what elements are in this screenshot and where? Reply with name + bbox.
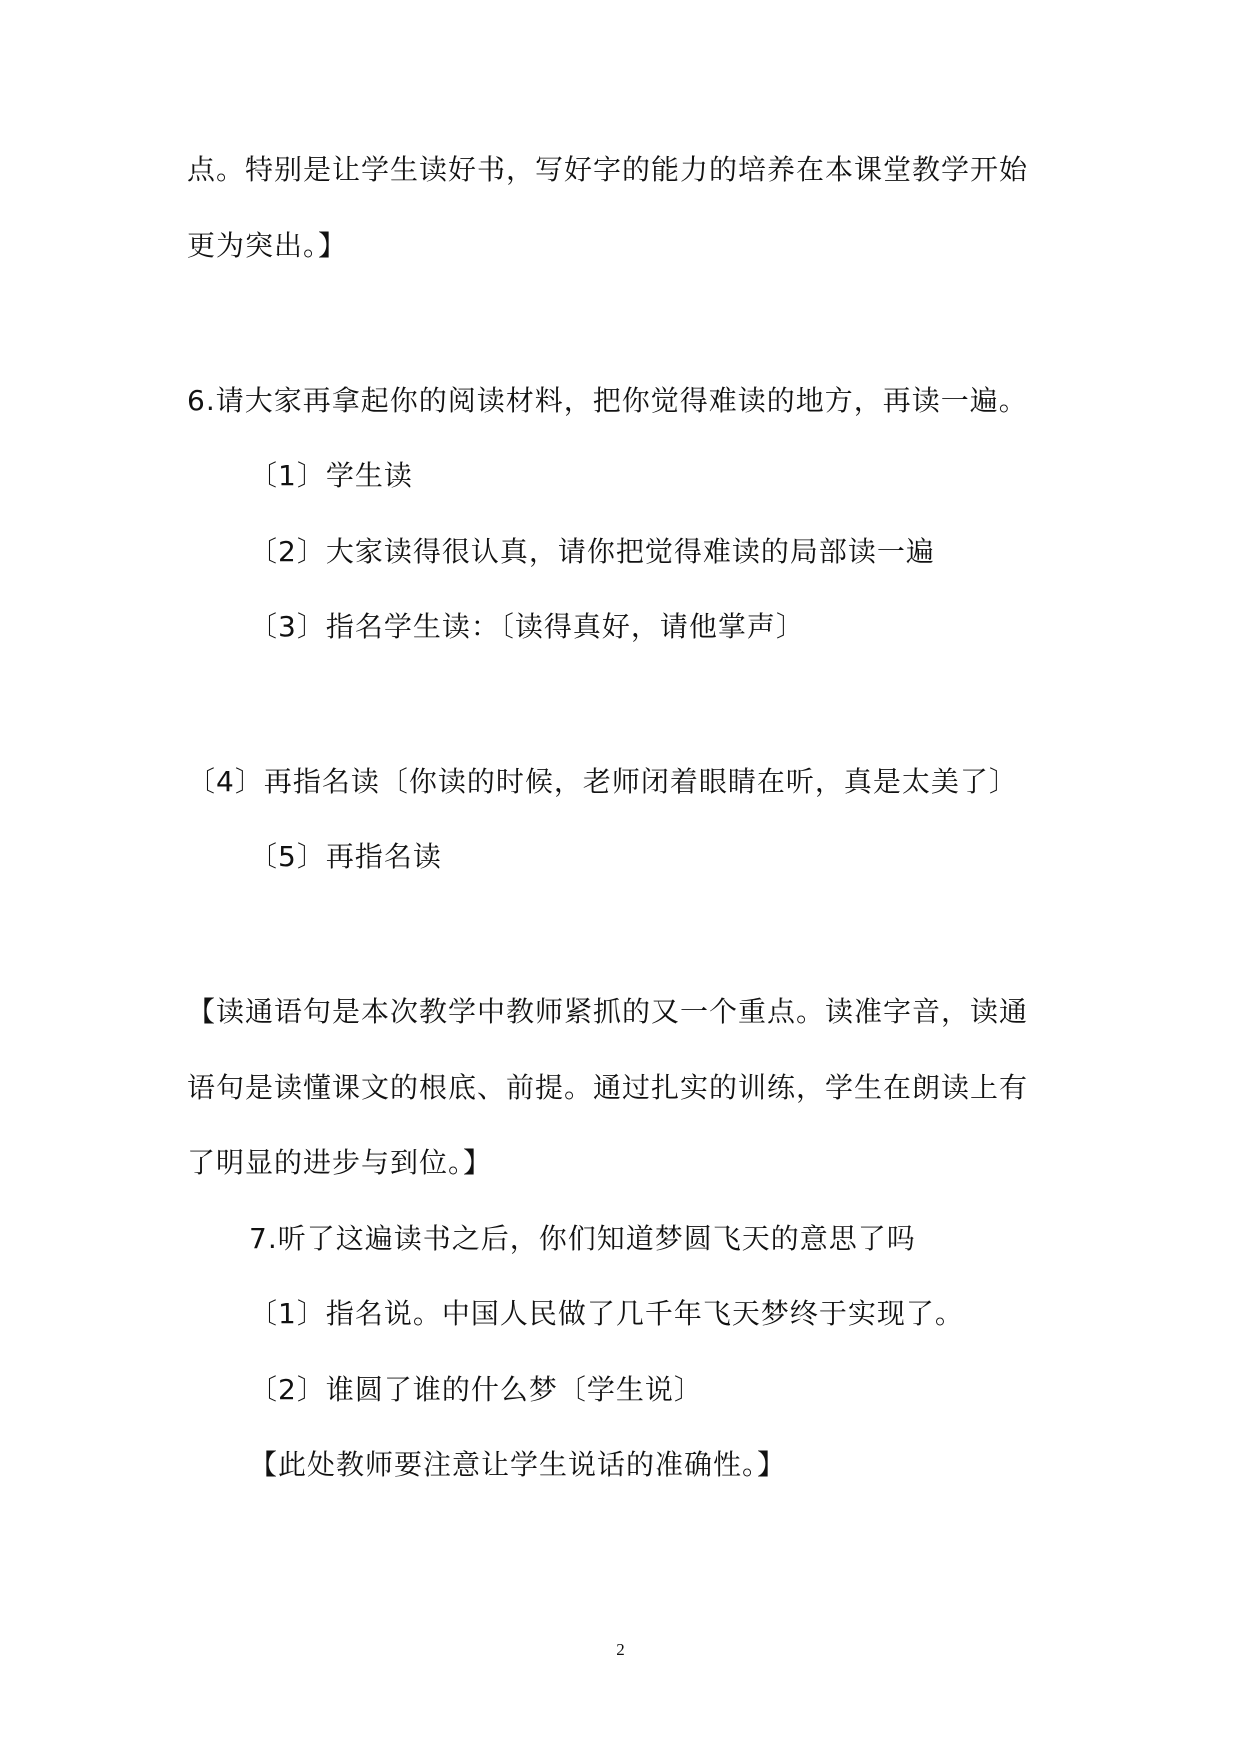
page-number: 2: [616, 1640, 625, 1659]
list-item: 〔3〕指名学生读：〔读得真好，请他掌声〕: [249, 610, 805, 643]
paragraph-line: 更为突出。】: [187, 229, 348, 262]
paragraph-line: 了明显的进步与到位。】: [187, 1146, 493, 1179]
paragraph-line: 点。特别是让学生读好书，写好字的能力的培养在本课堂教学开始: [187, 153, 1029, 186]
list-item: 〔5〕再指名读: [249, 840, 442, 873]
paragraph-line: 语句是读懂课文的根底、前提。通过扎实的训练，学生在朗读上有: [187, 1071, 1029, 1104]
paragraph-line: 【此处教师要注意让学生说话的准确性。】: [249, 1448, 787, 1481]
list-item: 〔4〕再指名读〔你读的时候，老师闭着眼睛在听，真是太美了〕: [187, 765, 1018, 798]
paragraph-line: 【读通语句是本次教学中教师紧抓的又一个重点。读准字音，读通: [187, 995, 1029, 1028]
paragraph-line: 6.请大家再拿起你的阅读材料，把你觉得难读的地方，再读一遍。: [187, 384, 1028, 417]
list-item: 〔1〕指名说。中国人民做了几千年飞天梦终于实现了。: [249, 1297, 964, 1330]
list-item: 〔2〕大家读得很认真，请你把觉得难读的局部读一遍: [249, 535, 935, 568]
list-item: 〔2〕谁圆了谁的什么梦〔学生说〕: [249, 1373, 703, 1406]
list-item: 〔1〕学生读: [249, 459, 413, 492]
paragraph-line: 7.听了这遍读书之后，你们知道梦圆飞天的意思了吗: [249, 1222, 916, 1255]
